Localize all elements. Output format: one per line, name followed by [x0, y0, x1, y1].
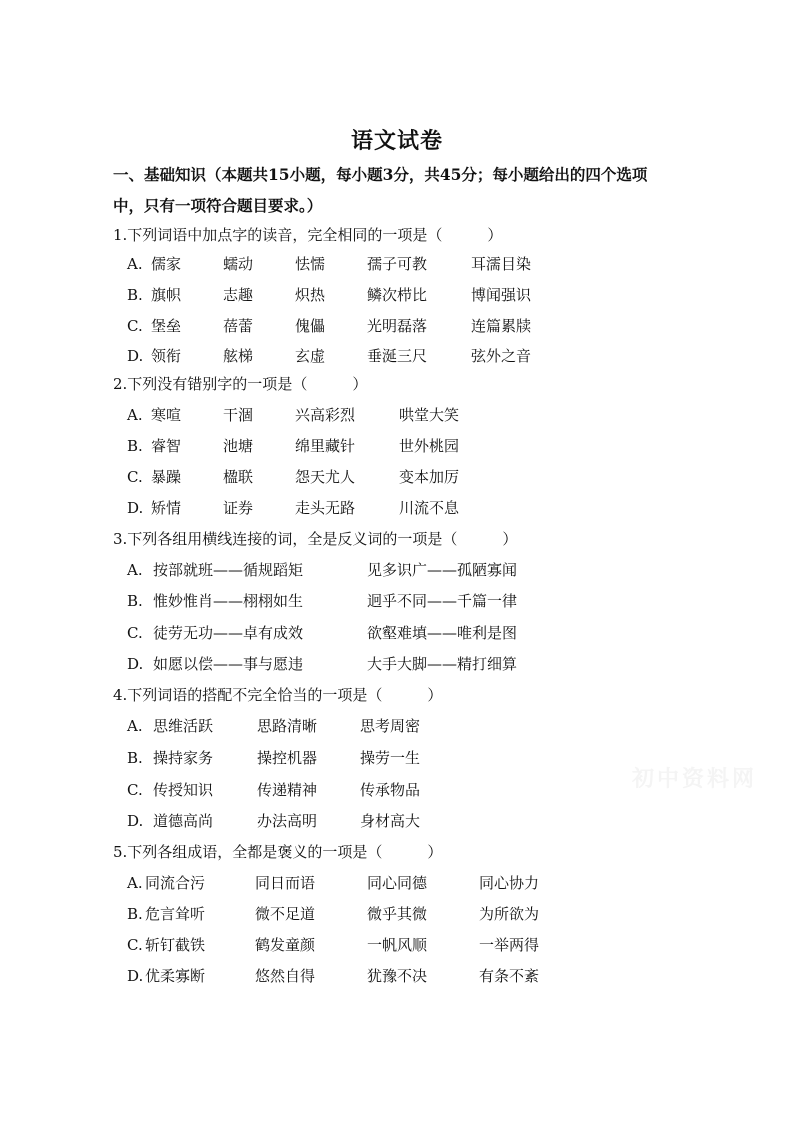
option-word: 睿智 — [151, 437, 182, 455]
option-label: C. — [127, 317, 143, 335]
option-label: A. — [127, 874, 143, 892]
option-word: 堡垒 — [151, 317, 182, 335]
option-word: 道德高尚 — [153, 812, 214, 830]
option-word: 蠕动 — [223, 255, 254, 273]
option-word: 鳞次栉比 — [367, 286, 428, 304]
option-word: 操劳一生 — [360, 749, 421, 767]
question-4-stem: 4.下列词语的搭配不完全恰当的一项是（ ） — [113, 686, 443, 704]
option-word: 干涸 — [223, 406, 254, 424]
option-word: 同心协力 — [479, 874, 540, 892]
option-word: 思考周密 — [360, 717, 421, 735]
option-label: D. — [127, 347, 144, 365]
option-word: 炽热 — [295, 286, 326, 304]
option-word: 蓓蕾 — [223, 317, 254, 335]
option-label: D. — [127, 967, 144, 985]
page-title: 语文试卷 — [350, 128, 443, 154]
option-word: 办法高明 — [257, 812, 318, 830]
option-word: 玄虚 — [295, 347, 326, 365]
option-label: D. — [127, 812, 144, 830]
option-word: 优柔寡断 — [145, 967, 206, 985]
option-word: 大手大脚——精打细算 — [367, 655, 518, 673]
option-word: 哄堂大笑 — [399, 406, 460, 424]
option-word: 走头无路 — [295, 499, 356, 517]
option-word: 同流合污 — [145, 874, 206, 892]
section-heading-line-1: 一、基础知识（本题共15小题，每小题3分，共45分；每小题给出的四个选项 — [113, 165, 648, 184]
option-word: 见多识广——孤陋寡闻 — [367, 561, 518, 579]
option-word: 传递精神 — [257, 781, 318, 799]
option-word: 川流不息 — [399, 499, 460, 517]
option-word: 领衔 — [151, 347, 182, 365]
option-label: D. — [127, 655, 144, 673]
option-label: C. — [127, 936, 143, 954]
option-word: 迥乎不同——千篇一律 — [367, 592, 518, 610]
option-word: 兴高彩烈 — [295, 406, 356, 424]
option-word: 弦外之音 — [471, 347, 532, 365]
option-word: 思路清晰 — [257, 717, 318, 735]
option-label: C. — [127, 468, 143, 486]
option-label: B. — [127, 592, 143, 610]
option-word: 垂涎三尺 — [367, 347, 428, 365]
option-label: B. — [127, 286, 143, 304]
option-word: 身材高大 — [360, 812, 421, 830]
option-word: 楹联 — [223, 468, 254, 486]
option-word: 寒喧 — [151, 406, 182, 424]
option-word: 微乎其微 — [367, 905, 428, 923]
option-word: 同日而语 — [255, 874, 316, 892]
option-label: A. — [127, 406, 143, 424]
option-word: 博闻强识 — [471, 286, 532, 304]
option-word: 孺子可教 — [367, 255, 428, 273]
option-word: 矫情 — [151, 499, 182, 517]
section-heading-line-2: 中，只有一项符合题目要求。） — [113, 196, 323, 215]
option-word: 有条不紊 — [479, 967, 540, 985]
option-word: 志趣 — [223, 286, 254, 304]
option-word: 徒劳无功——卓有成效 — [153, 624, 304, 642]
option-word: 儒家 — [151, 255, 182, 273]
option-label: A. — [127, 717, 143, 735]
option-word: 欲壑难填——唯利是图 — [367, 624, 518, 642]
option-word: 变本加厉 — [399, 468, 460, 486]
question-3-stem: 3.下列各组用横线连接的词，全是反义词的一项是（ ） — [113, 530, 518, 548]
option-word: 悠然自得 — [255, 967, 316, 985]
option-word: 怨天尤人 — [295, 468, 356, 486]
question-5-stem: 5.下列各组成语，全都是褒义的一项是（ ） — [113, 843, 443, 861]
option-label: B. — [127, 905, 143, 923]
option-word: 证券 — [223, 499, 254, 517]
watermark: 初中资料网 — [632, 766, 758, 792]
option-word: 暴躁 — [151, 468, 182, 486]
option-word: 传承物品 — [360, 781, 421, 799]
option-label: A. — [127, 561, 143, 579]
option-word: 犹豫不决 — [367, 967, 428, 985]
option-word: 绵里藏针 — [295, 437, 356, 455]
option-word: 为所欲为 — [479, 905, 540, 923]
option-label: D. — [127, 499, 144, 517]
option-word: 连篇累牍 — [471, 317, 532, 335]
option-word: 怯懦 — [295, 255, 326, 273]
option-word: 舷梯 — [223, 347, 254, 365]
option-word: 传授知识 — [153, 781, 214, 799]
option-word: 耳濡目染 — [471, 255, 532, 273]
option-word: 池塘 — [223, 437, 254, 455]
question-2-stem: 2.下列没有错别字的一项是（ ） — [113, 375, 368, 393]
option-word: 一举两得 — [479, 936, 540, 954]
option-word: 傀儡 — [295, 317, 326, 335]
option-word: 一帆风顺 — [367, 936, 428, 954]
option-word: 危言耸听 — [145, 905, 206, 923]
option-word: 操控机器 — [257, 749, 318, 767]
option-label: A. — [127, 255, 143, 273]
option-word: 如愿以偿——事与愿违 — [153, 655, 304, 673]
option-word: 同心同德 — [367, 874, 428, 892]
option-word: 世外桃园 — [399, 437, 460, 455]
option-word: 旗帜 — [151, 286, 182, 304]
option-label: B. — [127, 437, 143, 455]
question-1-stem: 1.下列词语中加点字的读音，完全相同的一项是（ ） — [113, 226, 503, 244]
option-label: B. — [127, 749, 143, 767]
option-word: 微不足道 — [255, 905, 316, 923]
option-word: 操持家务 — [153, 749, 214, 767]
option-word: 思维活跃 — [153, 717, 214, 735]
option-word: 鹤发童颜 — [255, 936, 316, 954]
option-word: 光明磊落 — [367, 317, 428, 335]
option-word: 按部就班——循规蹈矩 — [153, 561, 304, 579]
option-word: 惟妙惟肖——栩栩如生 — [153, 592, 304, 610]
option-label: C. — [127, 624, 143, 642]
option-label: C. — [127, 781, 143, 799]
option-word: 斩钉截铁 — [145, 936, 206, 954]
